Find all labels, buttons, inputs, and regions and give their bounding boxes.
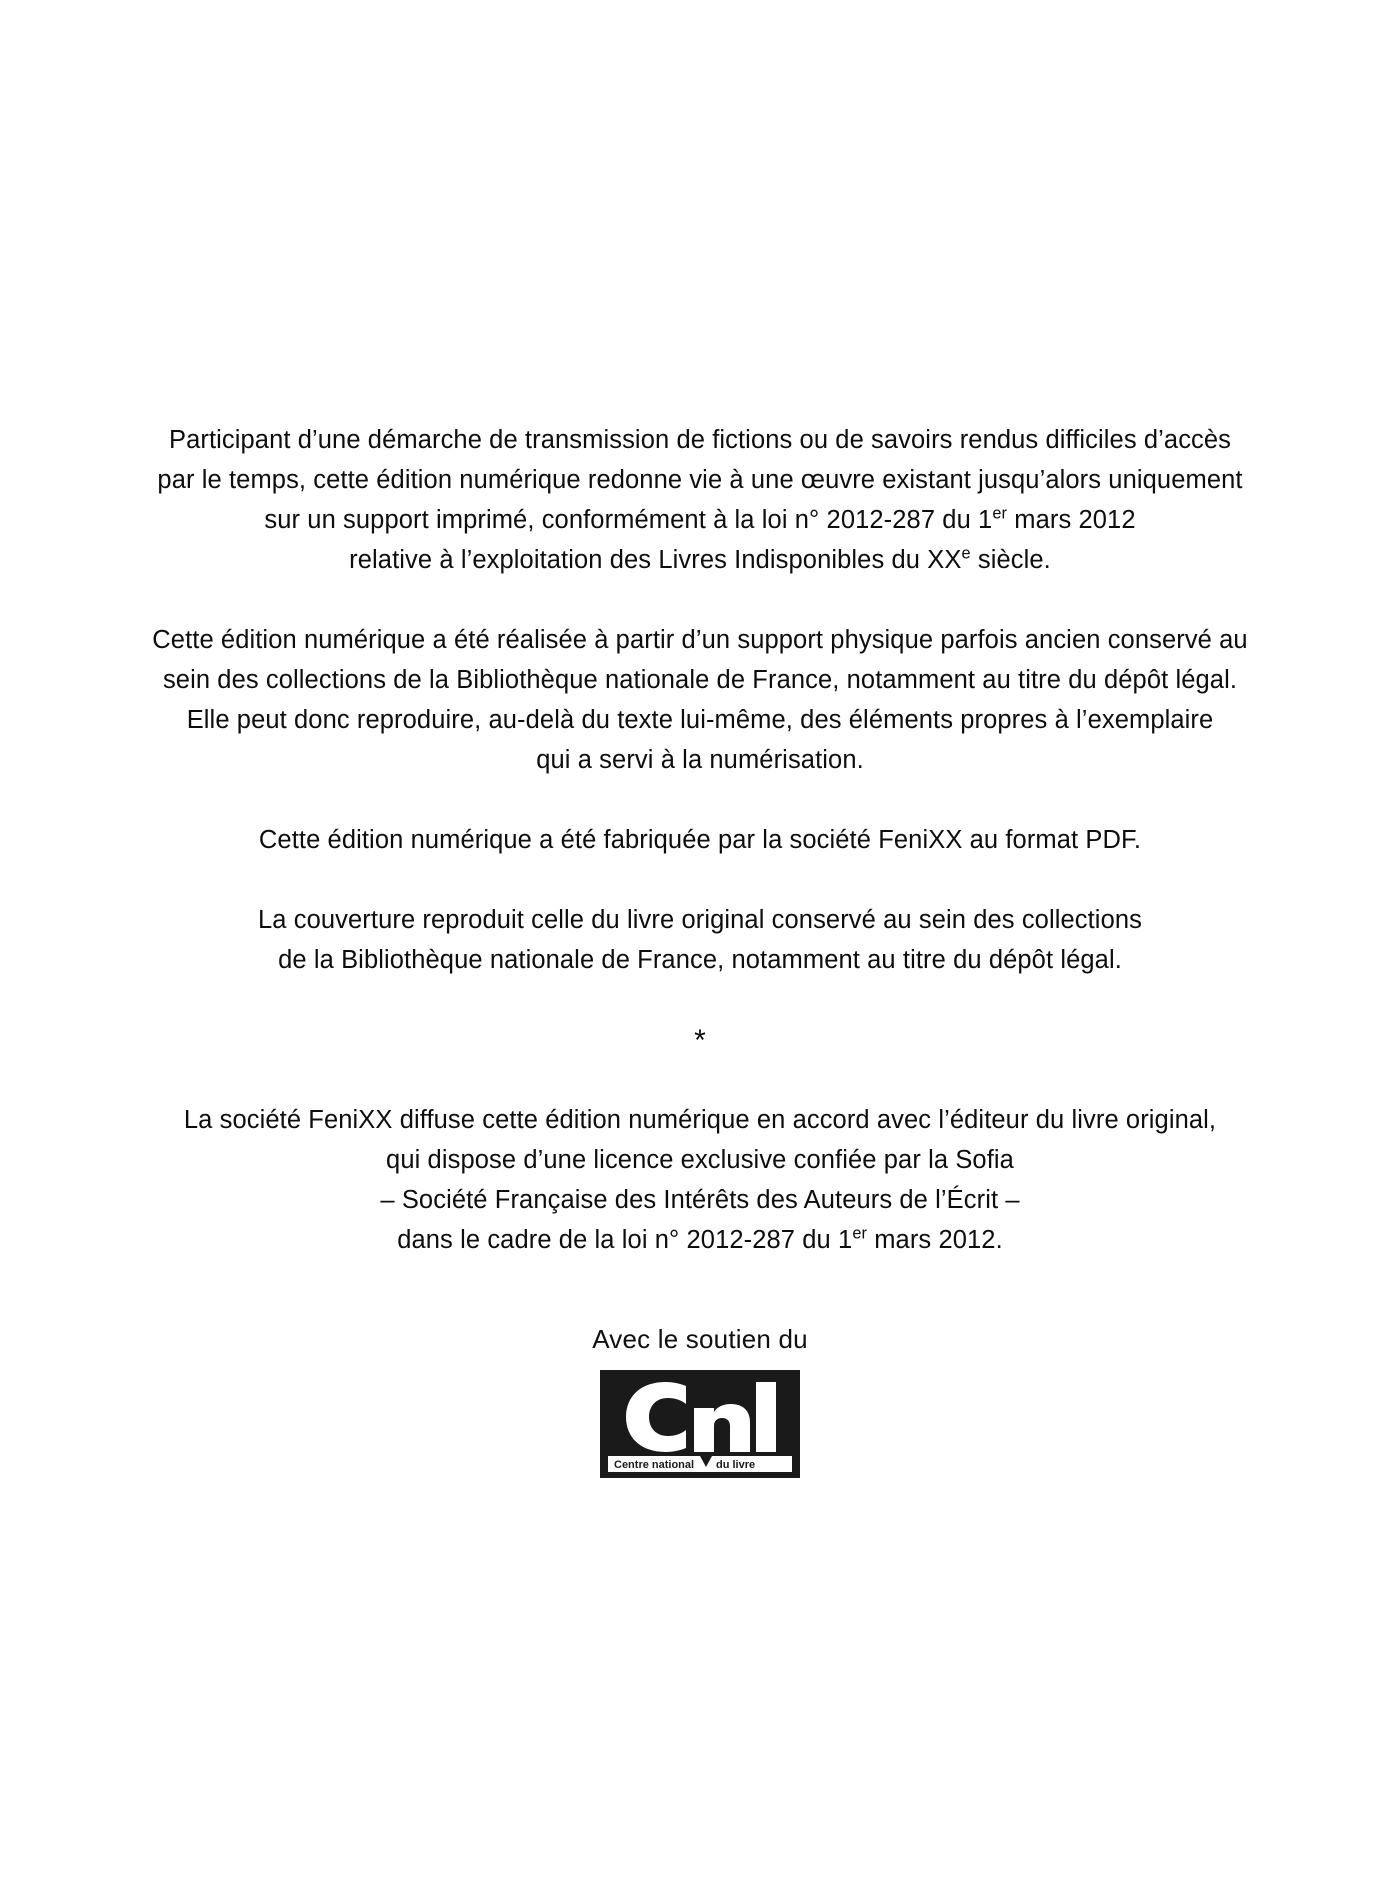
paragraph-line: La société FeniXX diffuse cette édition numérique en accord avec l’éditeur du livre original,	[183, 1106, 1217, 1134]
paragraph-line	[140, 1220, 1260, 1260]
paragraph-line: qui a servi à la numérisation.	[536, 746, 864, 774]
paragraph-line: de la Bibliothèque nationale de France, notamment au titre du dépôt légal.	[278, 946, 1122, 974]
paragraph-line: Cette édition numérique a été réalisée à partir d’un support physique parfois ancien conservé au	[152, 626, 1248, 654]
ordinal-suffix: er	[992, 504, 1008, 523]
paragraph-line: Cette édition numérique a été fabriquée par la société FeniXX au format PDF.	[258, 826, 1142, 854]
paragraph-source-physique	[140, 620, 1260, 780]
paragraph-couverture	[140, 900, 1260, 980]
paragraph-line: qui dispose d’une licence exclusive confiée par la Sofia	[386, 1146, 1014, 1174]
paragraph-line	[140, 540, 1260, 580]
paragraph-diffusion	[140, 1100, 1260, 1260]
paragraph-transmission	[140, 420, 1260, 580]
paragraph-line-text: mars 2012.	[867, 1226, 1003, 1254]
cnl-logo-icon	[600, 1370, 800, 1478]
paragraph-line-text: dans le cadre de la loi n° 2012-287 du 1	[397, 1226, 853, 1254]
ordinal-suffix: er	[852, 1224, 868, 1243]
paragraph-line: par le temps, cette édition numérique redonne vie à une œuvre existant jusqu’alors uniquement	[157, 466, 1243, 494]
svg-text:Centre national: Centre national	[614, 1459, 695, 1471]
paragraph-line: Elle peut donc reproduire, au-delà du texte lui-même, des éléments propres à l’exemplaire	[186, 706, 1214, 734]
paragraph-line-text: sur un support imprimé, conformément à la loi n° 2012-287 du 1	[264, 506, 993, 534]
paragraph-line-text: relative à l’exploitation des Livres Indisponibles du XX	[349, 546, 962, 574]
paragraph-line: – Société Française des Intérêts des Auteurs de l’Écrit –	[380, 1186, 1020, 1214]
ordinal-suffix: e	[961, 544, 971, 563]
support-label: Avec le soutien du	[592, 1324, 808, 1354]
paragraph-line	[140, 500, 1260, 540]
paragraph-line: Participant d’une démarche de transmission de fictions ou de savoirs rendus difficiles d’accès	[168, 426, 1232, 454]
paragraph-line: La couverture reproduit celle du livre original conservé au sein des collections	[258, 906, 1142, 934]
paragraph-line: sein des collections de la Bibliothèque nationale de France, notamment au titre du dépôt légal.	[162, 666, 1238, 694]
section-separator: *	[694, 1024, 706, 1057]
paragraph-line-text: siècle.	[970, 546, 1051, 574]
support-section	[0, 1322, 1400, 1478]
paragraph-line-text: mars 2012	[1007, 506, 1136, 534]
svg-text:du livre: du livre	[716, 1459, 756, 1471]
logo-container	[0, 1370, 1400, 1478]
paragraph-fabrication	[140, 820, 1260, 860]
